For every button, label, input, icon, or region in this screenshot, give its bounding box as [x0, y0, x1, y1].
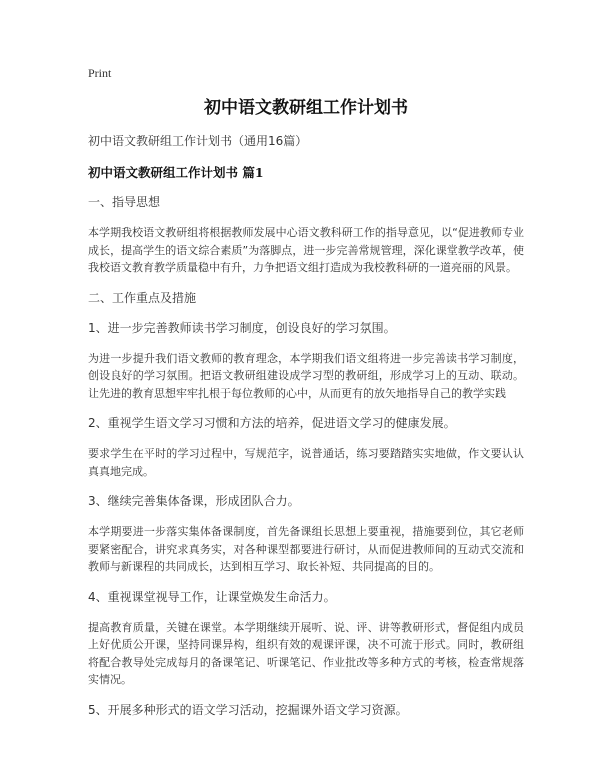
item-heading-2: 2、重视学生语文学习习惯和方法的培养，促进语文学习的健康发展。 [88, 416, 456, 430]
paragraph-item-1: 为进一步提升我们语文教师的教育理念，本学期我们语文组将进一步完善读书学习制度，创设良好的学习氛围。把语文教研组建设成学习型的教研组，形成学习上的互动、联动。让先进的教育思想牢牢扎根于每位教师的心中，从而更有的放矢地指导自己的教学实践 [88, 351, 524, 400]
page-title: 初中语文教研组工作计划书 [204, 98, 408, 118]
document-subtitle: 初中语文教研组工作计划书（通用16篇） [88, 134, 308, 148]
section-heading: 初中语文教研组工作计划书 篇1 [88, 165, 264, 180]
print-link[interactable]: Print [88, 66, 112, 80]
paragraph-guiding-thought: 本学期我校语文教研组将根据教师发展中心语文教科研工作的指导意见，以“促进教师专业成长，提高学生的语文综合素质”为落脚点，进一步完善常规管理，深化课堂教学改革，使我校语文教育教学质量稳中有升，力争把语文组打造成为我校教科研的一道亮丽的风景。 [88, 226, 524, 274]
paragraph-item-3: 本学期要进一步落实集体备课制度，首先备课组长思想上要重视，措施要到位，其它老师要紧密配合，讲究求真务实，对各种课型都要进行研讨，从而促进教师间的互动式交流和教师与新课程的共同成长，达到相互学习、取长补短、共同提高的目的。 [88, 525, 524, 573]
heading-guiding-thought: 一、指导思想 [88, 195, 161, 209]
item-heading-4: 4、重视课堂视导工作，让课堂焕发生命活力。 [88, 589, 336, 604]
heading-key-points: 二、工作重点及措施 [88, 290, 197, 305]
document-page [88, 66, 524, 719]
item-heading-3: 3、继续完善集体备课，形成团队合力。 [88, 494, 300, 508]
item-heading-5: 5、开展多种形式的语文学习活动，挖掘课外语文学习资源。 [88, 702, 408, 717]
item-heading-1: 1、进一步完善教师读书学习制度，创设良好的学习氛围。 [88, 320, 396, 335]
paragraph-item-4: 提高教育质量，关键在课堂。本学期继续开展听、说、评、讲等教研形式，督促组内成员上好优质公开课，坚持同课异构，组织有效的观课评课，决不可流于形式。同时，教研组将配合教导处完成每月的备课笔记、听课笔记、作业批改等多种方式的考核，检查常规落实情况。 [88, 620, 524, 686]
paragraph-item-2: 要求学生在平时的学习过程中，写规范字，说普通话，练习要踏踏实实地做，作文要认认真真地完成。 [88, 447, 524, 478]
